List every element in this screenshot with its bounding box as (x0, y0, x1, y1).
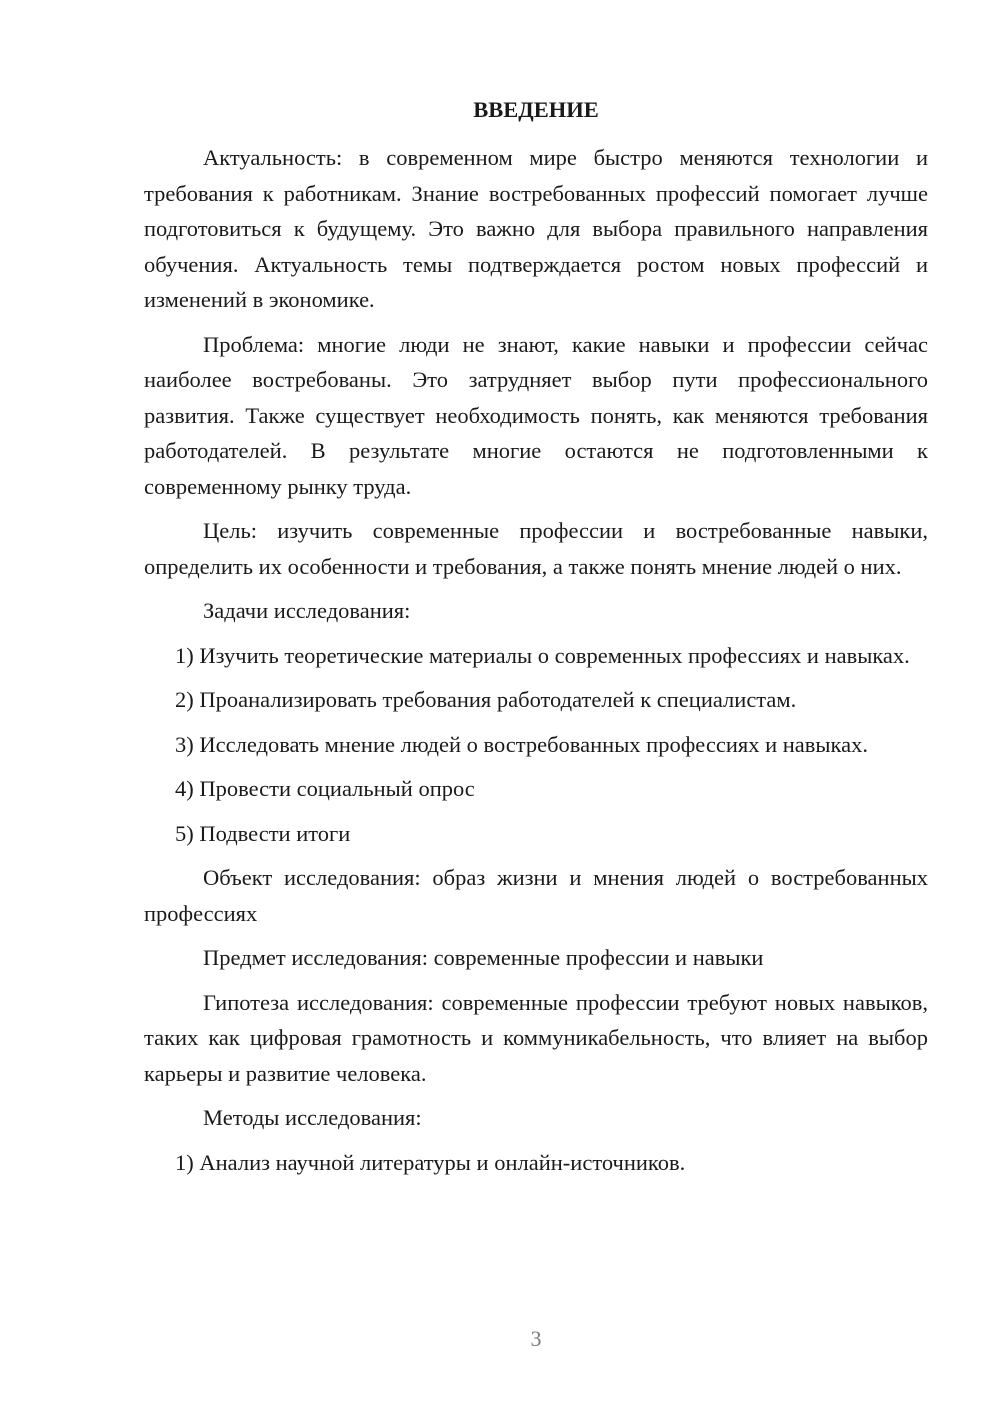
goal-paragraph: Цель: изучить современные профессии и востребованные навыки, определить их особенности и требования, а также понять мнение людей о них. (144, 518, 928, 579)
tasks-heading: Задачи исследования: (203, 598, 411, 623)
section-title: ВВЕДЕНИЕ (473, 97, 599, 122)
problem-paragraph: Проблема: многие люди не знают, какие навыки и профессии сейчас наиболее востребованы. Это затрудняет выбор пути профессионального развития. Также существует необходимость понять, как меняются требования работодателей. В результате многие остаются не подготовленными к современному рынку труда. (144, 331, 928, 499)
page-content (144, 92, 928, 1180)
object-paragraph: Объект исследования: образ жизни и мнения людей о востребованных профессиях (144, 865, 928, 926)
page-number: 3 (530, 1326, 542, 1351)
subject-paragraph: Предмет исследования: современные профессии и навыки (203, 945, 764, 970)
task-item-5: 5) Подвести итоги (175, 820, 351, 846)
methods-heading: Методы исследования: (203, 1105, 422, 1130)
task-item-1: 1) Изучить теоретические материалы о современных профессиях и навыках. (175, 642, 910, 668)
relevance-paragraph: Актуальность: в современном мире быстро меняются технологии и требования к работникам. Знание востребованных профессий помогает лучше подготовиться к будущему. Это важно для выбора правильного направления обучения. Актуальность темы подтверждается ростом новых профессий и изменений в экономике. (144, 145, 928, 312)
method-item-1: 1) Анализ научной литературы и онлайн-источников. (175, 1149, 686, 1175)
task-item-3: 3) Исследовать мнение людей о востребованных профессиях и навыках. (175, 731, 868, 757)
hypothesis-paragraph: Гипотеза исследования: современные профессии требуют новых навыков, таких как цифровая грамотность и коммуникабельность, что влияет на выбор карьеры и развитие человека. (144, 989, 928, 1086)
task-item-4: 4) Провести социальный опрос (175, 776, 475, 801)
task-item-2: 2) Проанализировать требования работодателей к специалистам. (175, 687, 797, 712)
